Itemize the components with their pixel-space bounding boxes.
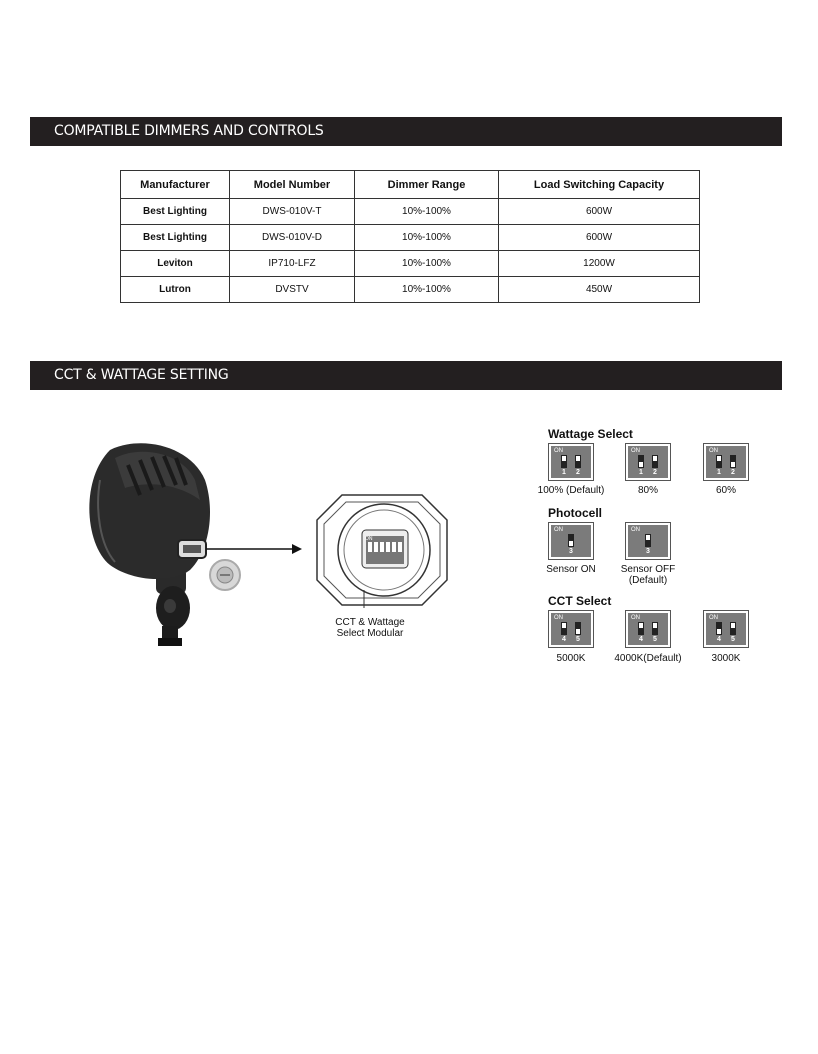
cell-model: DVSTV <box>230 277 355 303</box>
dip-switch-number: 5 <box>653 636 657 643</box>
dip-switch-knob <box>562 628 566 634</box>
dip-switch-number: 4 <box>562 636 566 643</box>
dip-switch-toggle <box>652 455 658 468</box>
dip-switch-card <box>625 610 671 648</box>
table-row <box>121 277 700 303</box>
dip-switch-knob <box>653 628 657 634</box>
dip-switch-card <box>548 443 594 481</box>
table-row <box>121 199 700 225</box>
dip-switch-toggle <box>716 622 722 635</box>
table-header-row <box>121 171 700 199</box>
dip-switch-card <box>548 522 594 560</box>
dip-switch-body <box>706 446 746 478</box>
cell-capacity: 450W <box>499 277 700 303</box>
cell-model: DWS-010V-D <box>230 225 355 251</box>
dip-switch-knob <box>639 628 643 634</box>
dip-switch-card <box>703 443 749 481</box>
dip-switch-knob <box>569 535 573 541</box>
dip-switch-body <box>551 525 591 557</box>
dip-switch-number: 4 <box>717 636 721 643</box>
dip-option-caption <box>598 564 698 586</box>
dip-option-caption <box>676 485 776 496</box>
cell-capacity: 600W <box>499 199 700 225</box>
dip-switch-number: 3 <box>569 548 573 555</box>
dip-option-sublabel: (Default) <box>628 575 668 586</box>
dip-switch-number: 3 <box>646 548 650 555</box>
dip-option-label: Sensor OFF <box>620 564 676 575</box>
dip-switch-number: 2 <box>653 469 657 476</box>
dip-on-label: ON <box>631 615 640 621</box>
wattage-select-heading: Wattage Select <box>548 427 633 441</box>
module-caption <box>320 617 420 639</box>
col-header-dimmer-range: Dimmer Range <box>355 171 499 199</box>
arrow-icon <box>206 542 302 556</box>
photocell-heading: Photocell <box>548 506 603 520</box>
col-header-manufacturer: Manufacturer <box>121 171 230 199</box>
module-caption-line1: CCT & Wattage <box>335 617 405 628</box>
dip-switch-toggle <box>638 622 644 635</box>
dip-option-caption <box>676 653 776 664</box>
dip-switch-knob <box>717 623 721 629</box>
dip-option-label: 5000K <box>556 653 586 664</box>
dip-switch-knob <box>731 456 735 462</box>
dip-switch-card <box>703 610 749 648</box>
dip-switch-body <box>628 525 668 557</box>
dip-switch-toggle <box>561 455 567 468</box>
dip-switch-body <box>628 613 668 645</box>
dip-option-label: 100% (Default) <box>537 485 605 496</box>
cell-manufacturer: Best Lighting <box>121 225 230 251</box>
cell-range: 10%-100% <box>355 277 499 303</box>
dip-on-label: ON <box>554 615 563 621</box>
section-header-dimmers: COMPATIBLE DIMMERS AND CONTROLS <box>30 117 782 146</box>
col-header-load-capacity: Load Switching Capacity <box>499 171 700 199</box>
dip-option-label: 60% <box>715 485 736 496</box>
dip-switch-knob <box>562 461 566 467</box>
dip-switch-number: 4 <box>639 636 643 643</box>
dip-switch-toggle <box>652 622 658 635</box>
dip-on-label: ON <box>631 448 640 454</box>
table-row <box>121 225 700 251</box>
cell-range: 10%-100% <box>355 251 499 277</box>
cell-manufacturer: Best Lighting <box>121 199 230 225</box>
dimmers-table <box>120 170 700 303</box>
cell-range: 10%-100% <box>355 199 499 225</box>
module-caption-line2: Select Modular <box>336 628 404 639</box>
dip-switch-body <box>706 613 746 645</box>
cell-range: 10%-100% <box>355 225 499 251</box>
dip-switch-toggle <box>638 455 644 468</box>
dip-option-label: Sensor ON <box>546 564 596 575</box>
dip-switch-toggle <box>575 622 581 635</box>
switch-module-diagram <box>312 490 452 610</box>
cell-model: IP710-LFZ <box>230 251 355 277</box>
dip-switch-knob <box>576 623 580 629</box>
dip-switch-knob <box>646 540 650 546</box>
dip-switch-number: 1 <box>562 469 566 476</box>
dip-switch-toggle <box>645 534 651 547</box>
cell-capacity: 1200W <box>499 251 700 277</box>
dip-switch-toggle <box>716 455 722 468</box>
dip-on-label: ON <box>554 527 563 533</box>
col-header-model-number: Model Number <box>230 171 355 199</box>
dip-switch-body <box>551 446 591 478</box>
dip-switch-toggle <box>730 455 736 468</box>
dip-switch-number: 2 <box>731 469 735 476</box>
cell-manufacturer: Leviton <box>121 251 230 277</box>
cell-model: DWS-010V-T <box>230 199 355 225</box>
dip-switch-number: 1 <box>717 469 721 476</box>
module-on-label: ON <box>365 536 373 542</box>
dip-switch-knob <box>731 628 735 634</box>
dip-switch-toggle <box>561 622 567 635</box>
dip-switch-number: 1 <box>639 469 643 476</box>
dip-switch-body <box>551 613 591 645</box>
dip-switch-number: 5 <box>731 636 735 643</box>
dip-switch-toggle <box>575 455 581 468</box>
dip-switch-number: 2 <box>576 469 580 476</box>
dip-option-label: 3000K <box>711 653 741 664</box>
dip-switch-card <box>625 443 671 481</box>
cct-select-heading: CCT Select <box>548 594 612 608</box>
dip-on-label: ON <box>631 527 640 533</box>
dip-switch-card <box>625 522 671 560</box>
dip-switch-knob <box>653 461 657 467</box>
section-header-cct-wattage: CCT & WATTAGE SETTING <box>30 361 782 390</box>
dip-option-label: 4000K(Default) <box>614 653 682 664</box>
dip-switch-knob <box>639 456 643 462</box>
dip-switch-knob <box>717 461 721 467</box>
dip-on-label: ON <box>709 448 718 454</box>
cell-capacity: 600W <box>499 225 700 251</box>
dip-switch-body <box>628 446 668 478</box>
dip-switch-card <box>548 610 594 648</box>
table-row <box>121 251 700 277</box>
dip-switch-number: 5 <box>576 636 580 643</box>
dip-on-label: ON <box>554 448 563 454</box>
dip-switch-toggle <box>568 534 574 547</box>
cell-manufacturer: Lutron <box>121 277 230 303</box>
dip-switch-toggle <box>730 622 736 635</box>
dip-on-label: ON <box>709 615 718 621</box>
dip-switch-knob <box>576 461 580 467</box>
dip-option-label: 80% <box>637 485 658 496</box>
